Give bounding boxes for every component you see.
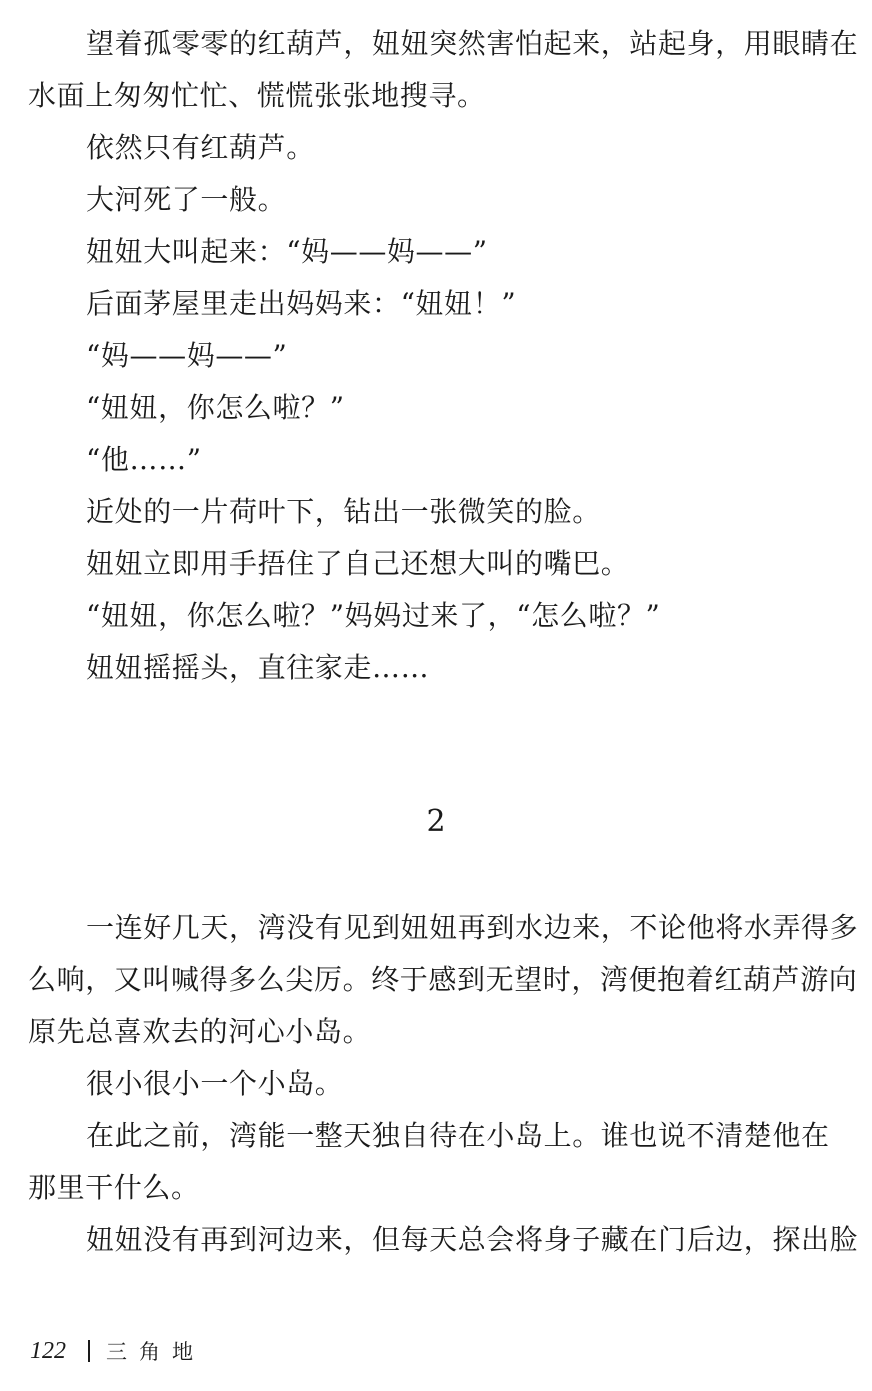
paragraph: [28, 18, 859, 122]
paragraph: “妞妞，你怎么啦？”妈妈过来了，“怎么啦？”: [86, 599, 661, 632]
text-line: 一连好几天，湾没有见到妞妞再到水边来，不论他将水弄得多: [86, 911, 859, 944]
paragraph: [28, 1110, 844, 1214]
paragraph: 妞妞摇摇头，直往家走……: [86, 651, 430, 684]
paragraph: 大河死了一般。: [86, 183, 287, 216]
paragraph: [28, 902, 859, 1058]
section-number: 2: [426, 804, 446, 839]
paragraph: “妈——妈——”: [86, 339, 288, 372]
text-line: 在此之前，湾能一整天独自待在小岛上。谁也说不清楚他在: [86, 1119, 830, 1152]
paragraph: 后面茅屋里走出妈妈来：“妞妞！”: [86, 287, 517, 320]
book-title: 三角地: [106, 1340, 205, 1364]
page-number: 122: [30, 1337, 66, 1364]
paragraph: 依然只有红葫芦。: [86, 131, 315, 164]
text-line: 那里干什么。: [28, 1171, 200, 1204]
paragraph: 很小很小一个小岛。: [86, 1067, 344, 1100]
text-line: 么响，又叫喊得多么尖厉。终于感到无望时，湾便抱着红葫芦游向: [28, 963, 858, 996]
paragraph: “妞妞，你怎么啦？”: [86, 391, 345, 424]
page-footer: [30, 1333, 205, 1369]
paragraph: [28, 1214, 859, 1266]
text-line: 原先总喜欢去的河心小岛。: [28, 1015, 372, 1048]
paragraph: 妞妞立即用手捂住了自己还想大叫的嘴巴。: [86, 547, 630, 580]
text-line: 望着孤零零的红葫芦，妞妞突然害怕起来，站起身，用眼睛在: [86, 27, 859, 60]
text-line: 妞妞没有再到河边来，但每天总会将身子藏在门后边，探出脸: [86, 1223, 859, 1256]
text-line: 水面上匆匆忙忙、慌慌张张地搜寻。: [28, 79, 486, 112]
paragraph: 近处的一片荷叶下，钻出一张微笑的脸。: [86, 495, 601, 528]
paragraph: 妞妞大叫起来：“妈——妈——”: [86, 235, 488, 268]
footer-divider: [88, 1340, 90, 1362]
paragraph: “他……”: [86, 443, 202, 476]
